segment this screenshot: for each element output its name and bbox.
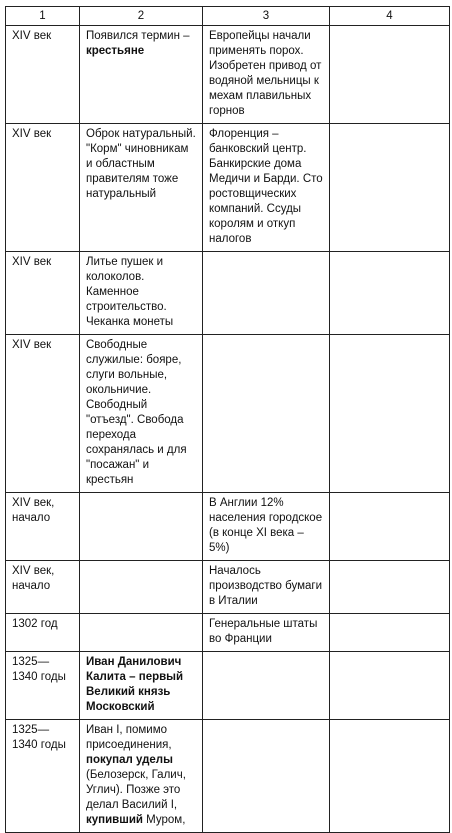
cell-text: Иван I, помимо присоединения, — [86, 724, 172, 751]
empty-cell — [330, 124, 450, 252]
russia-cell — [80, 26, 203, 124]
empty-cell — [330, 652, 450, 720]
russia-cell — [80, 493, 203, 561]
russia-cell — [80, 720, 203, 833]
date-cell: 1302 год — [6, 614, 80, 652]
cell-bold-text: купивший — [86, 814, 143, 826]
table-row — [6, 493, 450, 561]
header-col-4: 4 — [330, 7, 450, 26]
history-table — [5, 6, 450, 833]
date-cell: 1325—1340 годы — [6, 720, 80, 833]
table-row — [6, 252, 450, 335]
world-cell: В Англии 12% населения городское (в конце XI века – 5%) — [203, 493, 330, 561]
cell-bold-text: покупал уделы — [86, 754, 173, 766]
empty-cell — [330, 614, 450, 652]
table-row — [6, 26, 450, 124]
empty-cell — [330, 335, 450, 493]
empty-cell — [330, 26, 450, 124]
russia-cell: Литье пушек и колоколов. Каменное строительство. Чеканка монеты — [80, 252, 203, 335]
empty-cell — [330, 561, 450, 614]
header-col-3: 3 — [203, 7, 330, 26]
russia-cell — [80, 561, 203, 614]
world-cell — [203, 720, 330, 833]
empty-cell — [330, 493, 450, 561]
table-row — [6, 614, 450, 652]
date-cell: XIV век — [6, 252, 80, 335]
world-cell: Флоренция – банковский центр. Банкирские дома Медичи и Барди. Сто ростовщических компаний. Ссуды королям и откуп налогов — [203, 124, 330, 252]
table-row — [6, 652, 450, 720]
table-row — [6, 335, 450, 493]
header-row — [6, 7, 450, 26]
table-row — [6, 124, 450, 252]
empty-cell — [330, 720, 450, 833]
world-cell: Европейцы начали применять порох. Изобретен привод от водяной мельницы к мехам плавильных горнов — [203, 26, 330, 124]
date-cell: 1325—1340 годы — [6, 652, 80, 720]
russia-cell: Оброк натуральный. "Корм" чиновникам и областным правителям тоже натуральный — [80, 124, 203, 252]
cell-bold-text: Иван Данилович Калита – первый Великий князь Московский — [86, 656, 184, 713]
date-cell: XIV век — [6, 335, 80, 493]
date-cell: XIV век, начало — [6, 493, 80, 561]
date-cell: XIV век — [6, 124, 80, 252]
russia-cell: Свободные служилые: бояре, слуги вольные, окольничие. Свободный "отъезд". Свобода перехода сохранялась и для "посажан" и крестьян — [80, 335, 203, 493]
world-cell — [203, 652, 330, 720]
world-cell — [203, 335, 330, 493]
table-row — [6, 720, 450, 833]
cell-text: (Белозерск, Галич, Углич). Позже это делал Василий I, — [86, 769, 186, 811]
header-col-2: 2 — [80, 7, 203, 26]
cell-text: Муром, — [142, 814, 186, 826]
date-cell: XIV век — [6, 26, 80, 124]
history-table-page — [5, 6, 449, 833]
world-cell: Началось производство бумаги в Италии — [203, 561, 330, 614]
world-cell — [203, 252, 330, 335]
world-cell: Генеральные штаты во Франции — [203, 614, 330, 652]
cell-bold-text: крестьяне — [86, 45, 145, 57]
date-cell: XIV век, начало — [6, 561, 80, 614]
russia-cell — [80, 652, 203, 720]
table-row — [6, 561, 450, 614]
cell-text: Появился термин – — [86, 30, 190, 42]
empty-cell — [330, 252, 450, 335]
russia-cell — [80, 614, 203, 652]
header-col-1: 1 — [6, 7, 80, 26]
